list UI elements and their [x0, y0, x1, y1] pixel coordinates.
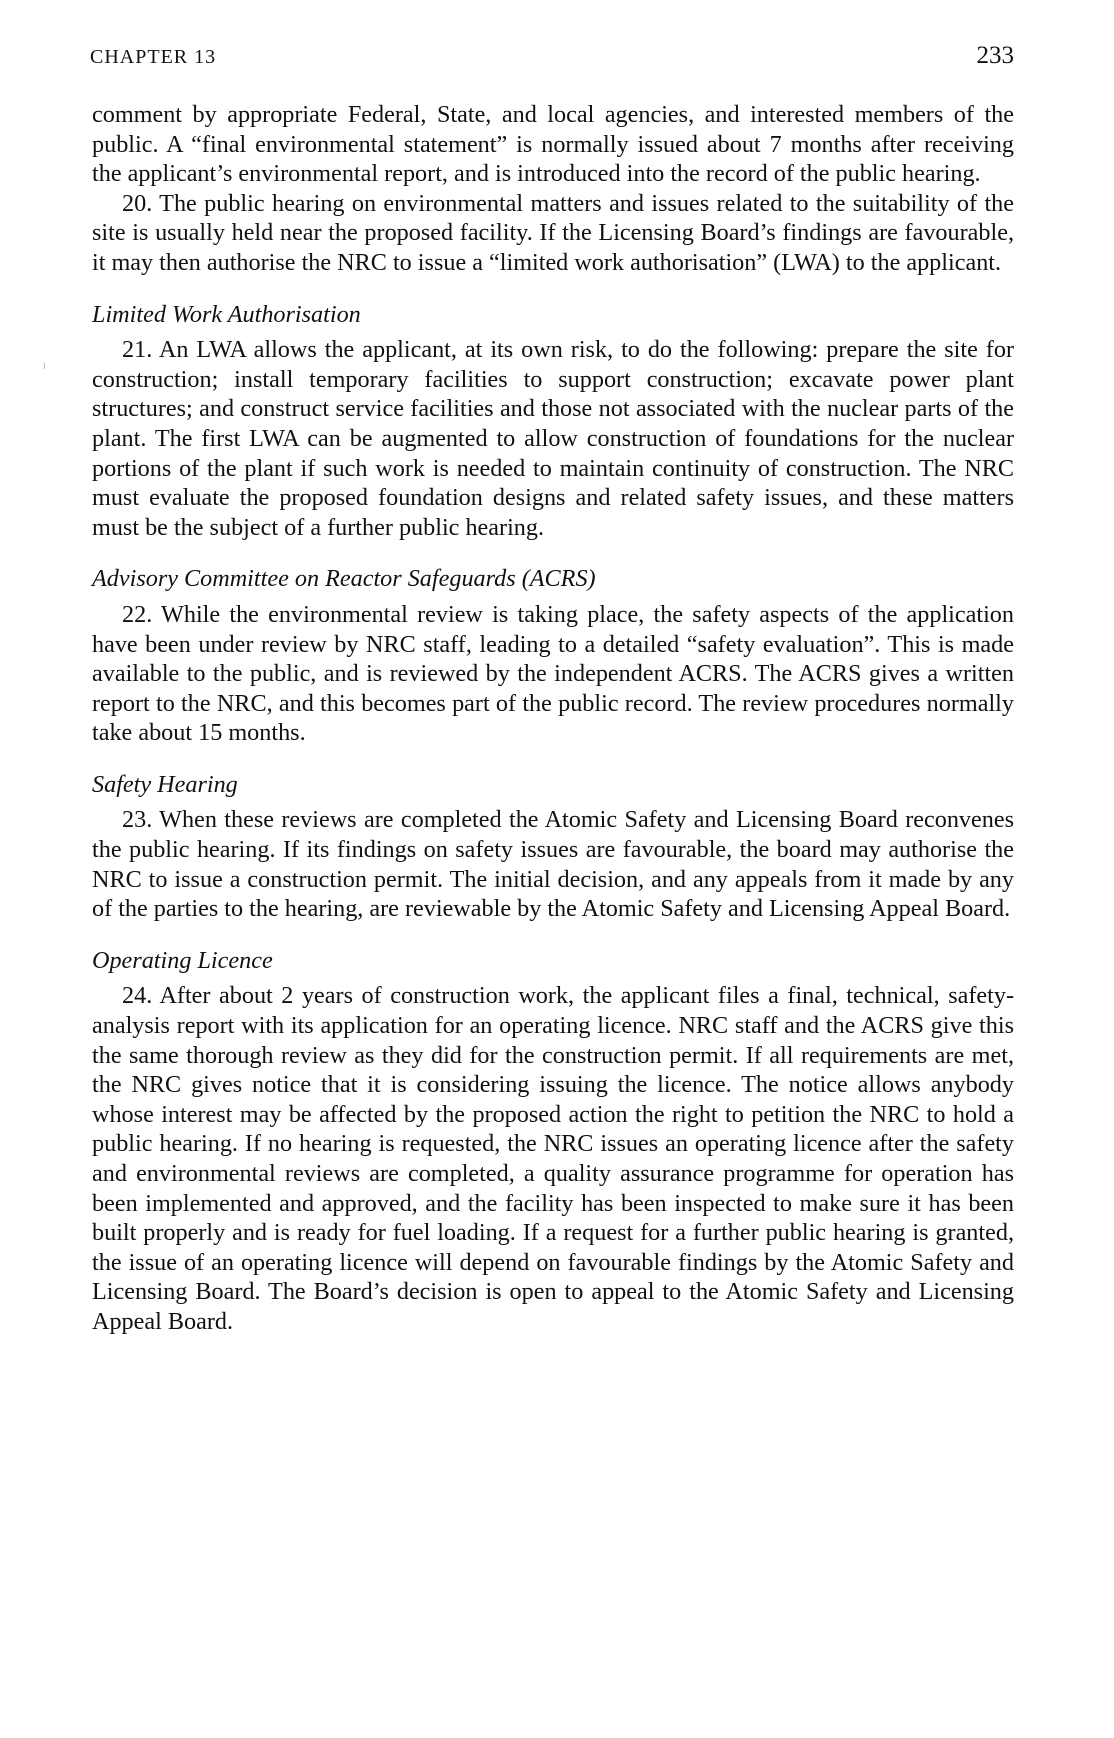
section-heading-safety-hearing: Safety Hearing [92, 770, 238, 798]
paragraph-19-continued: comment by appropriate Federal, State, and local agencies, and interested members of the public. A “final environmental statement” is normally issued about 7 months after receiving the applicant’s environmental report, and is introduced into the record of the public hearing. [92, 101, 1014, 188]
chapter-label: CHAPTER 13 [90, 46, 217, 68]
section-heading-limited-work-authorisation: Limited Work Authorisation [92, 300, 361, 328]
body-text [92, 100, 1014, 1337]
paragraph-20: 20. The public hearing on environmental matters and issues related to the suitability of the site is usually held near the proposed facility. If the Licensing Board’s findings are favourable, it may then authorise the NRC to issue a “limited work authorisation” (LWA) to the applicant. [92, 189, 1014, 276]
paragraph-24: 24. After about 2 years of construction work, the applicant files a final, technical, safety-analysis report with its application for an operating licence. NRC staff and the ACRS give this the same thorough review as they did for the construction permit. If all requirements are met, the NRC gives notice that it is considering issuing the licence. The notice allows anybody whose interest may be affected by the proposed action the right to petition the NRC to hold a public hearing. If no hearing is requested, the NRC issues an operating licence after the safety and environmental reviews are completed, a quality assurance programme for operation has been implemented and approved, and the facility has been inspected to make sure it has been built properly and is ready for fuel loading. If a request for a further public hearing is granted, the issue of an operating licence will depend on favourable findings by the Atomic Safety and Licensing Board. The Board’s decision is open to appeal to the Atomic Safety and Licensing Appeal Board. [92, 982, 1014, 1335]
book-page [92, 38, 1014, 1698]
section-heading-operating-licence: Operating Licence [92, 946, 273, 974]
scan-mark [44, 363, 45, 369]
paragraph-21: 21. An LWA allows the applicant, at its own risk, to do the following: prepare the site for construction; install temporary facilities to support construction; excavate power plant structures; and construct service facilities and those not associated with the nuclear parts of the plant. The first LWA can be augmented to allow construction of foundations for the nuclear portions of the plant if such work is needed to maintain continuity of construction. The NRC must evaluate the proposed foundation designs and related safety issues, and these matters must be the subject of a further public hearing. [92, 336, 1014, 541]
section-heading-acrs: Advisory Committee on Reactor Safeguards (ACRS) [92, 565, 596, 593]
page-number: 233 [976, 42, 1014, 69]
paragraph-23: 23. When these reviews are completed the Atomic Safety and Licensing Board reconvenes the public hearing. If its findings on safety issues are favourable, the board may authorise the NRC to issue a construction permit. The initial decision, and any appeals from it made by any of the parties to the hearing, are reviewable by the Atomic Safety and Licensing Appeal Board. [92, 806, 1014, 923]
running-head [92, 38, 1014, 78]
paragraph-22: 22. While the environmental review is taking place, the safety aspects of the application have been under review by NRC staff, leading to a detailed “safety evaluation”. This is made available to the public, and is reviewed by the independent ACRS. The ACRS gives a written report to the NRC, and this becomes part of the public record. The review procedures normally take about 15 months. [92, 600, 1014, 747]
